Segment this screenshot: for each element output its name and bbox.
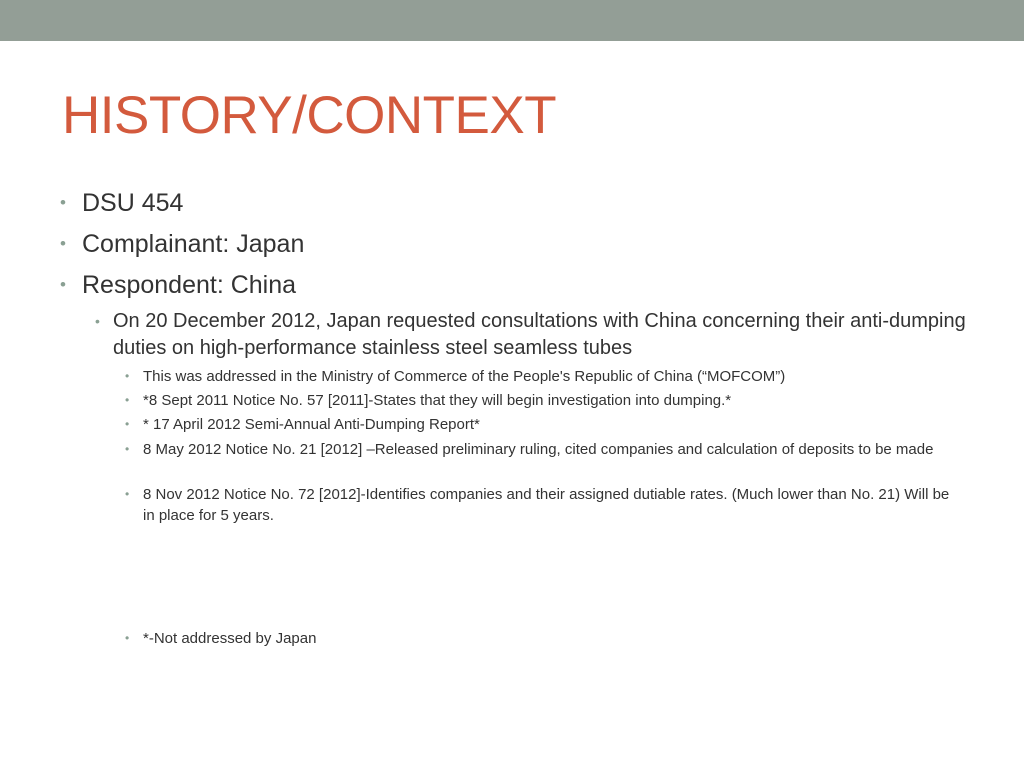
bullet-dot-icon: • <box>125 393 130 407</box>
bullet-dot-icon: • <box>95 313 100 329</box>
header-bar <box>0 0 1024 41</box>
bullet-dot-icon: • <box>125 442 130 456</box>
bullet-respondent <box>60 270 297 300</box>
slide-title: HISTORY/CONTEXT <box>62 86 557 145</box>
bullet-text: Respondent: China <box>82 271 297 299</box>
bullet-dsu <box>60 188 184 218</box>
bullet-footnote <box>125 628 963 649</box>
bullet-text: 8 Nov 2012 Notice No. 72 [2012]-Identifies companies and their assigned dutiable rates. (Much lower than No. 21) Will be in place for 5 years. <box>143 486 950 524</box>
bullet-dot-icon: • <box>125 631 130 645</box>
bullet-dot-icon: • <box>125 369 130 383</box>
bullet-text: *8 Sept 2011 Notice No. 57 [2011]-States that they will begin investigation into dumping.* <box>143 392 732 409</box>
bullet-notice-72 <box>125 484 963 526</box>
bullet-dot-icon: • <box>60 193 66 212</box>
bullet-dot-icon: • <box>60 275 66 294</box>
bullet-complainant <box>60 229 305 259</box>
bullet-consultations <box>95 308 973 362</box>
bullet-text: *-Not addressed by Japan <box>143 630 317 647</box>
bullet-text: DSU 454 <box>82 189 184 217</box>
bullet-mofcom <box>125 366 963 387</box>
bullet-text: This was addressed in the Ministry of Commerce of the People's Republic of China (“MOFCOM”) <box>143 368 786 385</box>
bullet-dot-icon: • <box>125 417 130 431</box>
bullet-text: 8 May 2012 Notice No. 21 [2012] –Released preliminary ruling, cited companies and calculation of deposits to be made <box>143 441 934 458</box>
bullet-semi-annual-report <box>125 414 963 435</box>
bullet-dot-icon: • <box>125 487 130 501</box>
bullet-text: Complainant: Japan <box>82 230 305 258</box>
bullet-dot-icon: • <box>60 234 66 253</box>
bullet-notice-57 <box>125 390 963 411</box>
bullet-notice-21 <box>125 439 963 460</box>
bullet-text: On 20 December 2012, Japan requested consultations with China concerning their anti-dumping duties on high-performance stainless steel seamless tubes <box>113 310 966 359</box>
bullet-text: * 17 April 2012 Semi-Annual Anti-Dumping Report* <box>143 416 480 433</box>
